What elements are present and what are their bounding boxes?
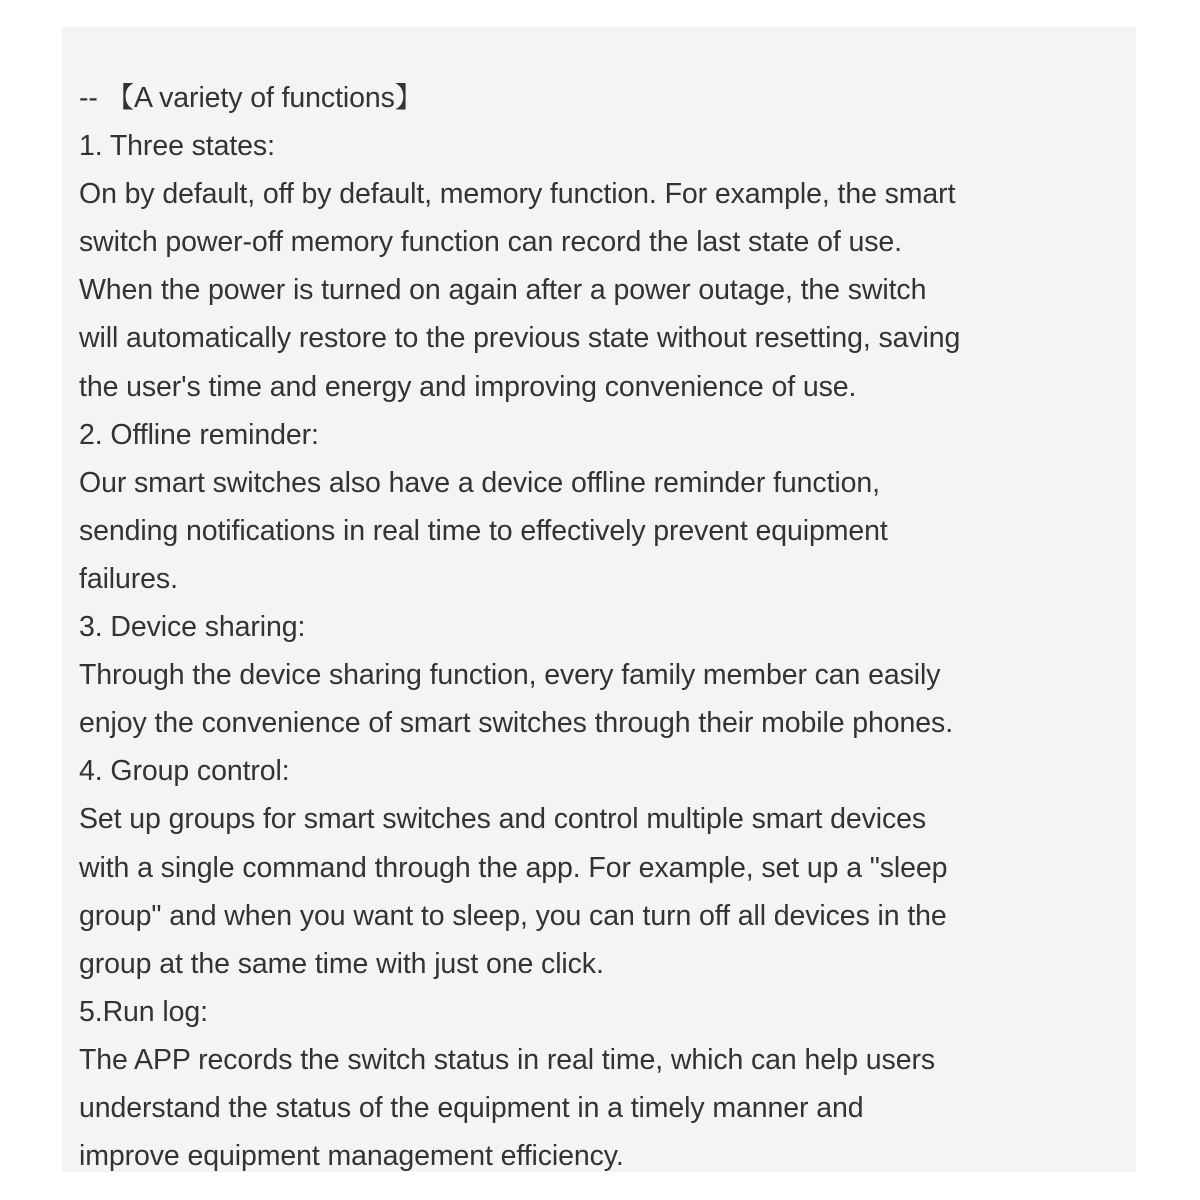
paragraph-line: enjoy the convenience of smart switches through their mobile phones. — [79, 707, 954, 740]
paragraph-line: On by default, off by default, memory function. For example, the smart — [79, 178, 956, 211]
paragraph-line: will automatically restore to the previous state without resetting, saving — [79, 322, 961, 355]
paragraph-line: sending notifications in real time to effectively prevent equipment — [79, 514, 888, 547]
paragraph-line: improve equipment management efficiency. — [79, 1140, 624, 1173]
paragraph-line: The APP records the switch status in real time, which can help users — [79, 1043, 935, 1076]
heading-run-log: 5.Run log: — [79, 995, 208, 1028]
paragraph-line: the user's time and energy and improving convenience of use. — [79, 370, 857, 403]
heading-three-states: 1. Three states: — [79, 130, 275, 163]
paragraph-line: When the power is turned on again after a power outage, the switch — [79, 274, 927, 307]
paragraph-line: group at the same time with just one click. — [79, 947, 604, 980]
section-title: -- 【A variety of functions】 — [79, 82, 424, 114]
paragraph-line: understand the status of the equipment in a timely manner and — [79, 1091, 864, 1124]
heading-group-control: 4. Group control: — [79, 755, 290, 788]
paragraph-line: Through the device sharing function, every family member can easily — [79, 659, 941, 692]
paragraph-line: Our smart switches also have a device offline reminder function, — [79, 466, 880, 499]
paragraph-line: Set up groups for smart switches and control multiple smart devices — [79, 803, 927, 836]
heading-offline-reminder: 2. Offline reminder: — [79, 418, 319, 451]
text-panel — [62, 27, 1136, 1172]
heading-device-sharing: 3. Device sharing: — [79, 611, 306, 644]
paragraph-line: switch power-off memory function can record the last state of use. — [79, 226, 902, 259]
paragraph-line: failures. — [79, 562, 178, 595]
paragraph-line: with a single command through the app. For example, set up a "sleep — [79, 851, 948, 884]
paragraph-line: group" and when you want to sleep, you can turn off all devices in the — [79, 899, 947, 932]
